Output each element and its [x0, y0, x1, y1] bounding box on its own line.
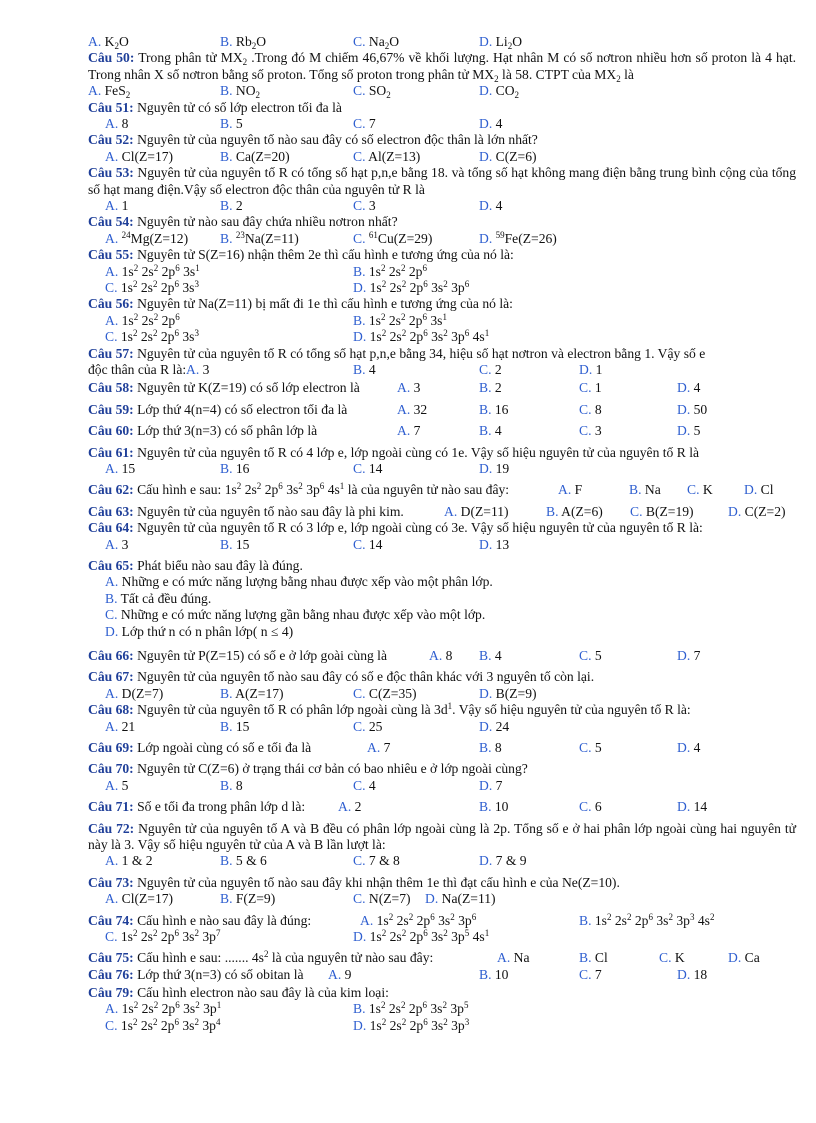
question-71: Câu 71: Số e tối đa trong phân lớp d là: A. 2 B. 10 C. 6 D. 14: [88, 799, 708, 815]
option-c: C. 7: [579, 966, 602, 982]
option-c: C. B(Z=19): [630, 503, 694, 519]
question-75: Câu 75: Cấu hình e sau: ....... $4s^2$ là của nguyên tử nào sau đây: A. Na B. Cl C. K D. Ca: [88, 949, 760, 966]
option-b: B. 15: [220, 536, 250, 552]
option-c: C. K: [687, 482, 713, 498]
option-b: B. 15: [220, 718, 250, 734]
q74-options-cd: [88, 929, 796, 945]
option-a: A. 5: [105, 777, 129, 793]
option-d: D. $^{59}$Fe(Z=26): [479, 229, 557, 246]
option-d: D. Ca: [728, 950, 760, 966]
option-d: D. B(Z=9): [479, 685, 537, 701]
question-53: Câu 53: Nguyên tử của nguyên tố R có tổng số hạt p,n,e bằng 18. và tổng số hạt không mang điện bằng trung bình cộng của tổng số hạt mang điện.Vậy số electron độc thân của nguyên tử R là: [88, 165, 796, 197]
option-a: A. F: [558, 482, 583, 498]
option-c: C. $1s^2$ $2s^2$ $2p^6$ $3s^3$: [105, 278, 199, 295]
option-d: D. $1s^2$ $2s^2$ $2p^6$ $3s^2$ $3p^3$: [353, 1016, 470, 1033]
q54-options: [88, 231, 796, 247]
question-58: Câu 58: Nguyên tử K(Z=19) có số lớp electron là A. 3 B. 2 C. 1 D. 4: [88, 380, 701, 396]
q53-options: [88, 198, 796, 214]
option-c: C. $^{61}$Cu(Z=29): [353, 229, 433, 246]
option-a: A. D(Z=11): [444, 503, 509, 519]
q51-options: [88, 116, 796, 132]
question-57: Câu 57: Nguyên tử của nguyên tố R có tổng số hạt p,n,e bằng 34, hiệu số hạt nơtron và electron bằng 1. Vậy số e: [88, 345, 706, 361]
question-70: Câu 70: Nguyên tử C(Z=6) ở trạng thái cơ bản có bao nhiêu e ở lớp ngoài cùng?: [88, 761, 528, 777]
option-c: C. 4: [353, 777, 376, 793]
option-b: B. A(Z=17): [220, 685, 284, 701]
option-d: D. 4: [677, 380, 701, 396]
option-c: C. Al(Z=13): [353, 148, 421, 164]
option-a: A. $^{24}$Mg(Z=12): [105, 229, 189, 246]
option-d: D. Na(Z=11): [425, 891, 496, 907]
option-a: A. 8: [429, 647, 453, 663]
option-d: D. 4: [479, 116, 503, 131]
option-d: D. $Li_2O$: [479, 34, 523, 51]
question-52: Câu 52: Nguyên tử của nguyên tố nào sau đây có số electron độc thân là lớn nhất?: [88, 132, 538, 148]
option-b: B. 4: [479, 647, 502, 663]
option-a: A. 8: [105, 116, 129, 131]
question-69: Câu 69: Lớp ngoài cùng có số e tối đa là A. 7 B. 8 C. 5 D. 4: [88, 739, 701, 755]
q79-options-ab: [88, 1001, 796, 1017]
option-a: A. Na: [497, 950, 530, 966]
q70-options: [88, 778, 796, 794]
question-60: Câu 60: Lớp thứ 3(n=3) có số phân lớp là A. 7 B. 4 C. 3 D. 5: [88, 423, 701, 439]
option-c: C. 14: [353, 536, 383, 552]
option-c: C. 5: [579, 647, 602, 663]
option-a: A. 32: [397, 401, 428, 417]
option-a: A. Những e có mức năng lượng bằng nhau được xếp vào một phân lớp.: [105, 574, 493, 590]
question-76: Câu 76: Lớp thứ 3(n=3) có số obitan là A. 9 B. 10 C. 7 D. 18: [88, 966, 708, 982]
option-c: C. 3: [353, 198, 376, 213]
option-d: D. $1s^2$ $2s^2$ $2p^6$ $3s^2$ $3p^6$ $4s^1$: [353, 328, 490, 345]
option-d: D. $1s^2$ $2s^2$ $2p^6$ $3s^2$ $3p^5$ $4s^1$: [353, 927, 490, 944]
option-b: B. A(Z=6): [546, 503, 603, 519]
option-c: C. 6: [579, 799, 602, 815]
q52-options: [88, 149, 796, 165]
option-a: A. $1s^2$ $2s^2$ $2p^6$ $3s^2$ $3p^6$: [360, 911, 477, 928]
question-68: Câu 68: Nguyên tử của nguyên tố R có phân lớp ngoài cùng là $3d^1$. Vậy số hiệu nguyên tử của nguyên tố R là:: [88, 701, 691, 718]
q55-options-cd: [88, 280, 796, 296]
question-63: Câu 63: Nguyên tử của nguyên tố nào sau đây là phi kim. A. D(Z=11) B. A(Z=6) C. B(Z=19) D. C(Z=2): [88, 503, 786, 519]
option-d: D. 5: [677, 423, 701, 439]
option-c: C. 7 & 8: [353, 853, 400, 869]
question-65: Câu 65: Phát biểu nào sau đây là đúng.: [88, 557, 303, 573]
option-a: A. 1: [105, 198, 129, 213]
q50-options: [88, 83, 796, 99]
option-d: D. 4: [479, 198, 503, 213]
option-d: D. 18: [677, 966, 708, 982]
option-b: B. $NO_2$: [220, 83, 261, 101]
q56-options-cd: [88, 329, 796, 345]
option-c: C. Những e có mức năng lượng gần bằng nhau được xếp vào một lớp.: [105, 607, 486, 623]
q67-options: [88, 686, 796, 702]
option-b: B. 10: [479, 799, 509, 815]
option-c: C. 5: [579, 739, 602, 755]
option-a: A. 3: [186, 361, 210, 377]
option-d: D. 7: [479, 777, 503, 793]
option-a: A. D(Z=7): [105, 685, 164, 701]
question-50: Câu 50: Trong phân tử $MX_2$ .Trong đó M chiếm 46,67% về khối lượng. Hạt nhân M có số nơtron nhiều hơn số proton là 4 hạt. Trong nhân X số nơtron bằng số proton. Tổng số proton trong phân tử $MX_2$ là 58. CTPT của $MX_2$ là: [88, 50, 796, 84]
option-c: C. C(Z=35): [353, 685, 417, 701]
question-56: Câu 56: Nguyên tử Na(Z=11) bị mất đi 1e thì cấu hình e tương ứng của nó là:: [88, 296, 513, 312]
question-59: Câu 59: Lớp thứ 4(n=4) có số electron tối đa là A. 32 B. 16 C. 8 D. 50: [88, 401, 708, 417]
option-d: D. 7 & 9: [479, 853, 527, 869]
option-a: A. $1s^2$ $2s^2$ $2p^6$: [105, 311, 180, 328]
option-c: C. 14: [353, 460, 383, 476]
option-a: A. $K_2O$: [88, 34, 129, 51]
option-c: C. N(Z=7): [353, 891, 411, 907]
option-c: C. $SO_2$: [353, 83, 391, 101]
option-c: C. 1: [579, 380, 602, 396]
q57-text-continued: độc thân của R là:: [88, 361, 187, 377]
option-b: B. 8: [479, 739, 502, 755]
option-d: D. C(Z=6): [479, 148, 537, 164]
option-a: A. $1s^2$ $2s^2$ $2p^6$ $3s^2$ $3p^1$: [105, 1000, 222, 1017]
option-b: B. $1s^2$ $2s^2$ $2p^6$ $3s^2$ $3p^3$ $4s^2$: [579, 911, 715, 928]
option-c: C. 3: [579, 423, 602, 439]
option-d: D. 19: [479, 460, 510, 476]
option-a: A. Cl(Z=17): [105, 148, 174, 164]
option-d: D. 7: [677, 647, 701, 663]
option-a: A. 21: [105, 718, 136, 734]
question-67: Câu 67: Nguyên tử của nguyên tố nào sau đây có số e độc thân khác với 3 nguyên tố còn lại.: [88, 669, 595, 685]
option-a: A. $1s^2$ $2s^2$ $2p^6$ $3s^1$: [105, 262, 200, 279]
option-a: A. 15: [105, 460, 136, 476]
option-c: C. $1s^2$ $2s^2$ $2p^6$ $3s^2$ $3p^7$: [105, 927, 221, 944]
option-b: B. 2: [479, 380, 502, 396]
option-c: C. 25: [353, 718, 383, 734]
option-a: A. 3: [105, 536, 129, 552]
option-d: D. 13: [479, 536, 510, 552]
option-b: B. 4: [353, 361, 376, 377]
option-b: B. $1s^2$ $2s^2$ $2p^6$ $3s^2$ $3p^5$: [353, 1000, 469, 1017]
q79-options-cd: [88, 1018, 796, 1034]
option-d: D. 4: [677, 739, 701, 755]
q68-options: [88, 719, 796, 735]
option-a: A. 7: [367, 739, 391, 755]
option-b: B. 16: [220, 460, 250, 476]
option-d: D. Lớp thứ n có n phân lớp( n ≤ 4): [105, 623, 294, 639]
option-d: D. 24: [479, 718, 510, 734]
question-54: Câu 54: Nguyên tử nào sau đây chứa nhiều nơtron nhất?: [88, 214, 398, 230]
option-b: B. 5 & 6: [220, 853, 267, 869]
option-d: D. 14: [677, 799, 708, 815]
question-72: Câu 72: Nguyên tử của nguyên tố A và B đều có phân lớp ngoài cùng là 2p. Tổng số e ở hai phân lớp ngoài cùng hai nguyên tử này là 3. Vậy số hiệu nguyên tử của A và B lần lượt là:: [88, 820, 796, 852]
option-b: B. Cl: [579, 950, 608, 966]
q65-options: [88, 574, 796, 640]
question-73: Câu 73: Nguyên tử của nguyên tố nào sau đây khi nhận thêm 1e thì đạt cấu hình e của Ne(Z=10).: [88, 874, 620, 890]
option-b: B. Tất cả đều đúng.: [105, 590, 212, 606]
option-d: D. Cl: [744, 482, 774, 498]
q61-options: [88, 461, 796, 477]
option-c: C. $1s^2$ $2s^2$ $2p^6$ $3s^3$: [105, 328, 199, 345]
option-b: B. 8: [220, 777, 243, 793]
option-a: A. 9: [328, 966, 352, 982]
q73-options: [88, 891, 796, 907]
option-a: A. FeS$_2$: [88, 83, 131, 101]
option-c: C. K: [659, 950, 685, 966]
option-b: B. Ca(Z=20): [220, 148, 290, 164]
question-51: Câu 51: Nguyên tử có số lớp electron tối đa là: [88, 99, 342, 115]
option-b: B. $1s^2$ $2s^2$ $2p^6$: [353, 262, 427, 279]
option-a: A. 3: [397, 380, 421, 396]
option-d: D. C(Z=2): [728, 503, 786, 519]
option-b: B. $^{23}$Na(Z=11): [220, 229, 299, 246]
q49-options: [88, 34, 796, 50]
question-79: Câu 79: Cấu hình electron nào sau đây là của kim loại:: [88, 985, 389, 1001]
q56-options-ab: [88, 313, 796, 329]
option-d: D. 1: [579, 361, 603, 377]
option-c: C. 8: [579, 401, 602, 417]
option-b: B. $Rb_2O$: [220, 34, 267, 51]
option-a: A. 7: [397, 423, 421, 439]
q64-options: [88, 537, 796, 553]
option-b: B. F(Z=9): [220, 891, 276, 907]
question-62: Câu 62: Cấu hình e sau: $1s^2$ $2s^2$ $2p^6$ $3s^2$ $3p^6$ $4s^1$ là của nguyên tử nào sau đây: A. F B. Na C. K D. Cl: [88, 481, 774, 498]
q57-line2: [88, 362, 796, 378]
option-b: B. $1s^2$ $2s^2$ $2p^6$ $3s^1$: [353, 311, 447, 328]
question-61: Câu 61: Nguyên tử của nguyên tố R có 4 lớp e, lớp ngoài cùng có 1e. Vậy số hiệu nguyên tử của nguyên tố R là: [88, 444, 700, 460]
option-c: C. $1s^2$ $2s^2$ $2p^6$ $3s^2$ $3p^4$: [105, 1016, 221, 1033]
question-66: Câu 66: Nguyên tử P(Z=15) có số e ở lớp goài cùng là A. 8 B. 4 C. 5 D. 7: [88, 647, 701, 663]
option-b: B. 16: [479, 401, 509, 417]
option-d: D. $1s^2$ $2s^2$ $2p^6$ $3s^2$ $3p^6$: [353, 278, 470, 295]
option-b: B. Na: [629, 482, 661, 498]
question-64: Câu 64: Nguyên tử của nguyên tố R có 3 lớp e, lớp ngoài cùng có 3e. Vậy số hiệu nguyên tử của nguyên tố R là:: [88, 520, 703, 536]
option-d: D. 50: [677, 401, 708, 417]
option-a: A. 1 & 2: [105, 853, 153, 869]
option-b: B. 5: [220, 116, 243, 131]
question-74: Câu 74: Cấu hình e nào sau đây là đúng: A. $1s^2$ $2s^2$ $2p^6$ $3s^2$ $3p^6$ B. $1s^2$ $2s^2$ $2p^6$ $3s^2$ $3p^3$ $4s^2$: [88, 911, 715, 928]
option-a: A. Cl(Z=17): [105, 891, 174, 907]
q72-options: [88, 853, 796, 869]
question-55: Câu 55: Nguyên tử S(Z=16) nhận thêm 2e thì cấu hình e tương ứng của nó là:: [88, 247, 514, 263]
option-d: D. $CO_2$: [479, 83, 520, 101]
option-a: A. 2: [338, 799, 362, 815]
option-b: B. 2: [220, 198, 243, 213]
exam-page: [88, 34, 796, 1034]
option-c: C. $Na_2O$: [353, 34, 400, 51]
option-b: B. 10: [479, 966, 509, 982]
q55-options-ab: [88, 264, 796, 280]
option-b: B. 4: [479, 423, 502, 439]
option-c: C. 7: [353, 116, 376, 131]
option-c: C. 2: [479, 361, 502, 377]
